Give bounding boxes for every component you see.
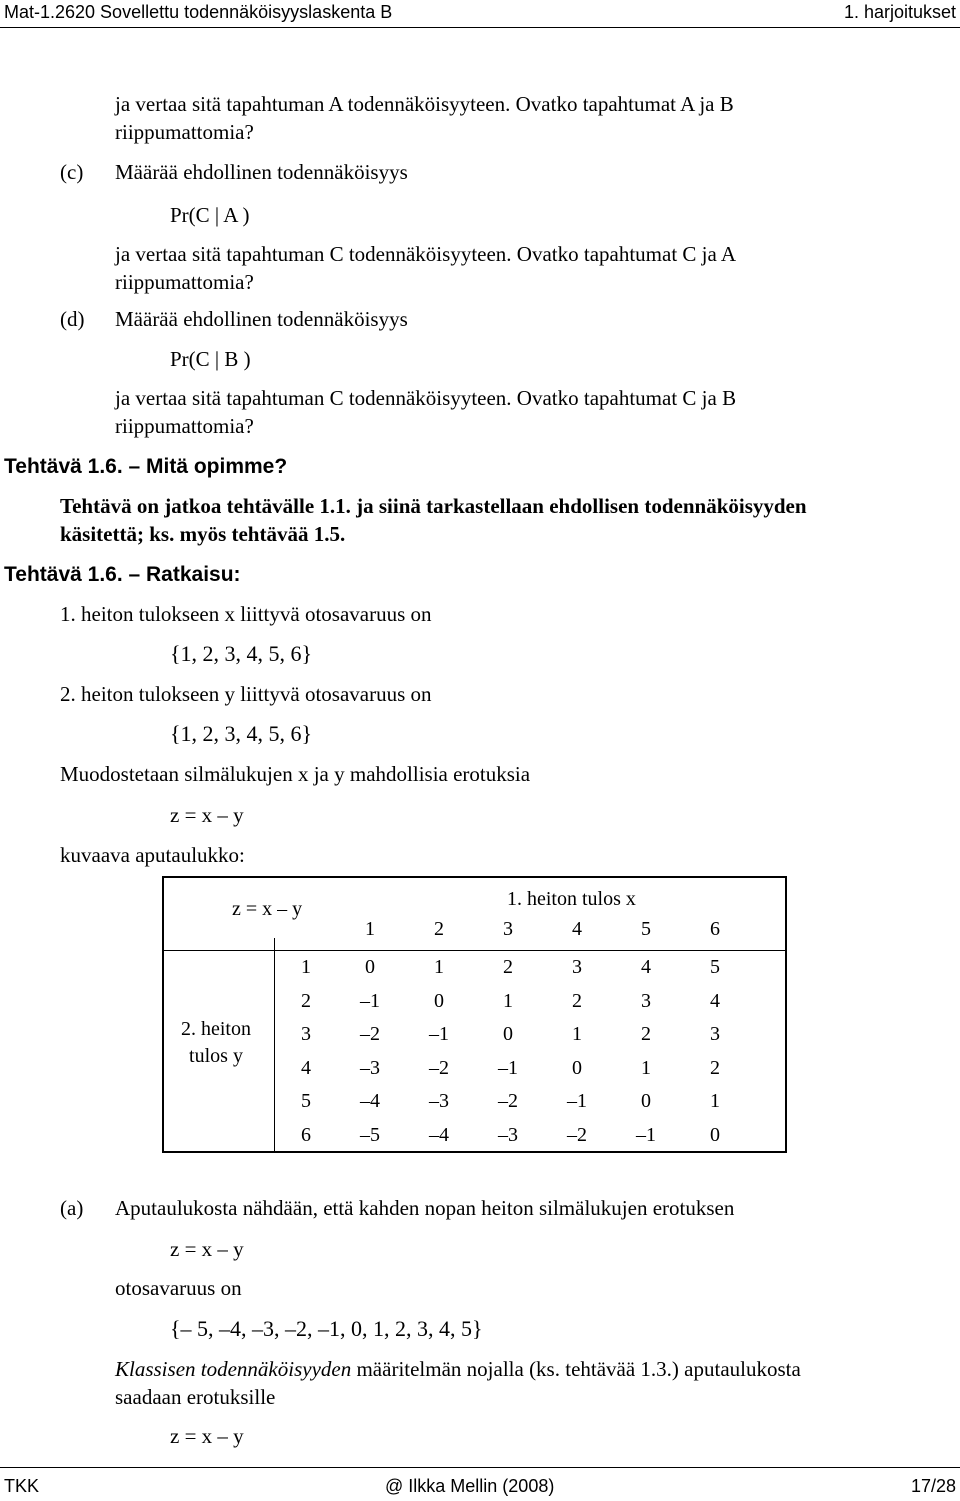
footer-right: 17/28 — [910, 1476, 956, 1496]
table-row-label: 5 — [301, 1090, 311, 1112]
table-cell: 0 — [641, 1090, 651, 1112]
table-cell: 4 — [710, 989, 720, 1012]
table-cell: 3 — [710, 1023, 720, 1045]
table-vertical-rule — [274, 938, 275, 1153]
part-c-intro: Määrää ehdollinen todennäköisyys — [115, 160, 408, 184]
table-col-header-cell: 2 — [434, 918, 444, 940]
part-a-line3: Klassisen todennäköisyyden määritelmän nojalla (ks. tehtävää 1.3.) aputaulukosta — [115, 1357, 801, 1381]
part-d-line1: ja vertaa sitä tapahtuman C todennäköisyyteen. Ovatko tapahtumat C ja B — [115, 386, 737, 410]
table-cell: 0 — [572, 1056, 582, 1079]
line-differences: Muodostetaan silmälukujen x ja y mahdollisia erotuksia — [60, 762, 531, 786]
difference-table — [162, 876, 787, 1153]
table-cell: 3 — [641, 989, 651, 1012]
heading-opimme: Tehtävä 1.6. – Mitä opimme? — [4, 455, 288, 478]
table-cell: 1 — [434, 956, 444, 978]
part-c-label: (c) — [60, 160, 84, 184]
part-c-line1: ja vertaa sitä tapahtuman C todennäköisyyteen. Ovatko tapahtumat C ja A — [115, 242, 737, 266]
table-cell: –1 — [636, 1123, 656, 1146]
table-cell: 0 — [710, 1123, 720, 1146]
table-cell: 5 — [710, 956, 720, 978]
part-a-line1: Aputaulukosta nähdään, että kahden nopan heiton silmälukujen erotuksen — [115, 1196, 735, 1220]
heading-ratkaisu: Tehtävä 1.6. – Ratkaisu: — [4, 563, 241, 586]
table-cell: 4 — [641, 956, 651, 978]
table-row-label: 6 — [301, 1123, 311, 1146]
table-row-header-2: tulos y — [189, 1045, 243, 1067]
part-a-set: {– 5, –4, –3, –2, –1, 0, 1, 2, 3, 4, 5} — [170, 1316, 483, 1341]
table-cell: 0 — [434, 989, 444, 1012]
table-row-label: 2 — [301, 989, 311, 1012]
table-cell: 2 — [572, 989, 582, 1012]
part-d-label: (d) — [60, 307, 85, 331]
table-cell: –1 — [567, 1090, 587, 1112]
table-cell: –2 — [429, 1056, 449, 1079]
table-cell: 2 — [503, 956, 513, 978]
table-col-header: 1. heiton tulos x — [507, 888, 636, 910]
opimme-line2: käsitettä; ks. myös tehtävää 1.5. — [60, 522, 346, 546]
table-col-header-cell: 5 — [641, 918, 651, 940]
line-sample-y: 2. heiton tulokseen y liittyvä otosavaruus on — [60, 682, 432, 706]
set-y: {1, 2, 3, 4, 5, 6} — [170, 721, 313, 746]
table-col-header-cell: 4 — [572, 918, 582, 940]
part-b-line1: ja vertaa sitä tapahtuman A todennäköisyyteen. Ovatko tapahtumat A ja B — [115, 92, 734, 116]
table-cell: 0 — [365, 956, 375, 978]
footer-center: @ Ilkka Mellin (2008) — [385, 1476, 555, 1496]
opimme-line1: Tehtävä on jatkoa tehtävälle 1.1. ja siinä tarkastellaan ehdollisen todennäköisyyden — [60, 494, 807, 518]
section-label: 1. harjoitukset — [843, 2, 956, 22]
table-cell: –1 — [498, 1056, 518, 1079]
table-cell: –4 — [429, 1123, 449, 1146]
table-cell: –5 — [360, 1123, 380, 1146]
part-a-label: (a) — [60, 1196, 84, 1220]
table-cell: –3 — [498, 1123, 518, 1146]
table-cell: –2 — [567, 1123, 587, 1146]
table-cell: –3 — [360, 1056, 380, 1079]
table-cell: –2 — [498, 1090, 518, 1112]
table-row-label: 4 — [301, 1056, 311, 1079]
footer-left: TKK — [4, 1476, 40, 1496]
table-row-header-1: 2. heiton — [181, 1018, 251, 1040]
part-a-formula: z = x – y — [170, 1237, 244, 1261]
part-a-line4: saadaan erotuksille — [115, 1385, 276, 1409]
line-aux-table: kuvaava aputaulukko: — [60, 843, 245, 867]
table-horizontal-rule — [164, 950, 785, 951]
table-cell: 1 — [572, 1023, 582, 1045]
table-cell: 1 — [503, 989, 513, 1012]
table-cell: –4 — [360, 1090, 380, 1112]
part-d-formula: Pr(C | B ) — [170, 347, 251, 371]
table-row-label: 1 — [301, 956, 311, 978]
part-a-formula-2: z = x – y — [170, 1424, 244, 1448]
part-c-line2: riippumattomia? — [115, 270, 254, 294]
table-cell: 2 — [641, 1023, 651, 1045]
line-sample-x: 1. heiton tulokseen x liittyvä otosavaruus on — [60, 602, 432, 626]
table-cell: 1 — [641, 1056, 651, 1079]
table-corner: z = x – y — [232, 898, 303, 920]
formula-z: z = x – y — [170, 803, 244, 827]
part-d-intro: Määrää ehdollinen todennäköisyys — [115, 307, 408, 331]
table-cell: –1 — [360, 989, 380, 1012]
table-col-header-cell: 6 — [710, 918, 720, 940]
part-a-line2: otosavaruus on — [115, 1276, 242, 1300]
table-cell: –1 — [429, 1023, 449, 1045]
table-col-header-cell: 1 — [365, 918, 375, 940]
part-c-formula: Pr(C | A ) — [170, 203, 250, 227]
footer-rule — [0, 1467, 960, 1468]
table-cell: 0 — [503, 1023, 513, 1045]
part-b-line2: riippumattomia? — [115, 120, 254, 144]
table-cell: –3 — [429, 1090, 449, 1112]
table-row-label: 3 — [301, 1023, 311, 1045]
table-cell: –2 — [360, 1023, 380, 1045]
course-title: Mat-1.2620 Sovellettu todennäköisyyslaskenta B — [4, 2, 393, 22]
table-col-header-cell: 3 — [503, 918, 513, 940]
part-d-line2: riippumattomia? — [115, 414, 254, 438]
set-x: {1, 2, 3, 4, 5, 6} — [170, 641, 313, 666]
table-cell: 3 — [572, 956, 582, 978]
table-cell: 2 — [710, 1056, 720, 1079]
table-cell: 1 — [710, 1090, 720, 1112]
header-rule — [0, 27, 960, 28]
page-header — [0, 0, 960, 30]
